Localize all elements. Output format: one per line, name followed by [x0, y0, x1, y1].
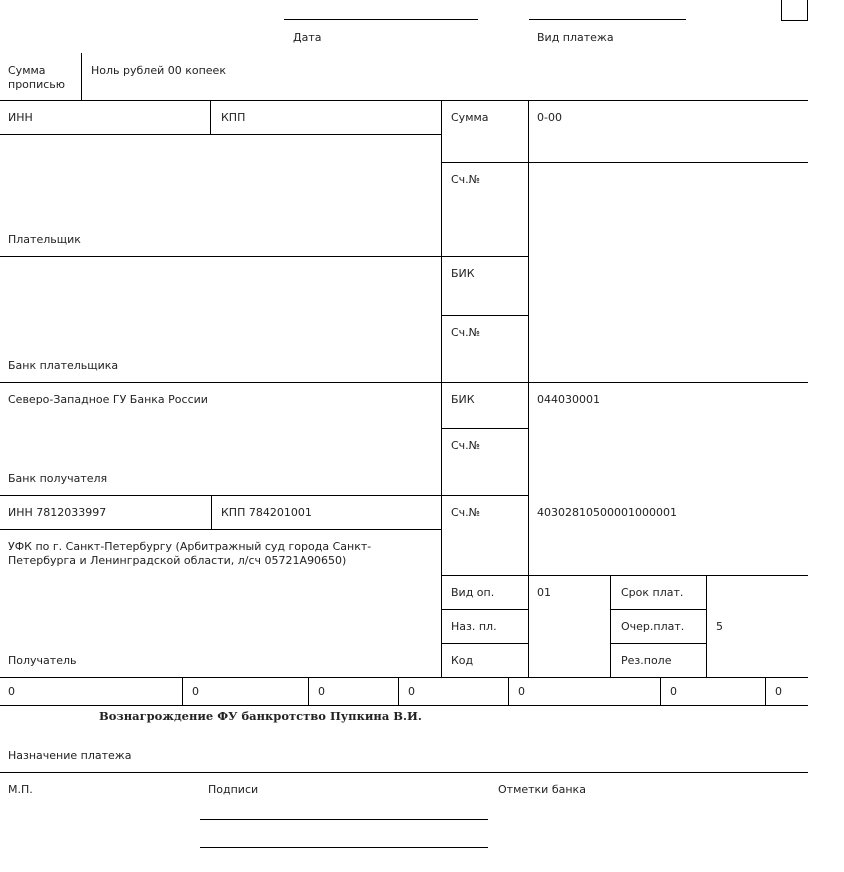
payer-bank-account-label: Сч.№	[451, 326, 481, 339]
grid-line	[0, 705, 808, 706]
purpose-code-label: Наз. пл.	[451, 620, 497, 633]
recipient-bank-bik-label: БИК	[451, 393, 475, 406]
grid-line	[610, 575, 611, 677]
grid-line	[0, 100, 808, 101]
grid-line	[0, 256, 528, 257]
grid-line	[182, 677, 183, 705]
grid-line	[660, 677, 661, 705]
grid-line	[0, 134, 441, 135]
op-type-label: Вид оп.	[451, 586, 495, 599]
grid-line	[528, 162, 529, 382]
grid-line	[441, 100, 442, 677]
grid-line	[441, 428, 528, 429]
payer-inn-label: ИНН	[8, 111, 33, 124]
recipient-bank-bik-value[interactable]: 044030001	[537, 393, 600, 406]
priority-label: Очер.плат.	[621, 620, 685, 633]
tax-field[interactable]: 0	[192, 685, 199, 698]
signature-line	[200, 819, 488, 820]
grid-line	[441, 575, 808, 576]
payment-purpose-label: Назначение платежа	[8, 749, 132, 762]
bank-marks-label: Отметки банка	[498, 783, 586, 796]
divider	[81, 53, 82, 100]
grid-line	[706, 575, 707, 677]
grid-line	[441, 609, 528, 610]
recipient-bank-label: Банк получателя	[8, 472, 108, 485]
recipient-name[interactable]: УФК по г. Санкт-Петербургу (Арбитражный суд города Санкт-Петербурга и Ленинградской области, л/сч 05721А90650)	[8, 540, 372, 567]
recipient-bank-name[interactable]: Северо-Западное ГУ Банка России	[8, 393, 208, 406]
form-code-box[interactable]	[781, 0, 808, 21]
amount-words-label: Сумма прописью	[8, 64, 66, 91]
op-type-value[interactable]: 01	[537, 586, 551, 599]
grid-line	[398, 677, 399, 705]
payment-purpose-text[interactable]: Вознагрождение ФУ банкротство Пупкина В.И.	[99, 709, 422, 723]
payer-kpp-label: КПП	[221, 111, 246, 124]
payer-account-label: Сч.№	[451, 173, 481, 186]
recipient-label: Получатель	[8, 654, 77, 667]
tax-field[interactable]: 0	[8, 685, 15, 698]
grid-line	[441, 315, 528, 316]
grid-line	[0, 529, 441, 530]
payer-bank-label: Банк плательщика	[8, 359, 119, 372]
tax-field[interactable]: 0	[518, 685, 525, 698]
payment-type-label: Вид платежа	[537, 31, 614, 44]
grid-line	[0, 382, 808, 383]
payment-type-line	[529, 19, 686, 20]
tax-field[interactable]: 0	[408, 685, 415, 698]
tax-field[interactable]: 0	[670, 685, 677, 698]
payment-term-label: Срок плат.	[621, 586, 684, 599]
grid-line	[0, 772, 808, 773]
priority-value[interactable]: 5	[716, 620, 723, 633]
reserve-field-label: Рез.поле	[621, 654, 672, 667]
recipient-account-label: Сч.№	[451, 506, 481, 519]
amount-words-value[interactable]: Ноль рублей 00 копеек	[91, 64, 226, 77]
grid-line	[211, 495, 212, 529]
grid-line	[0, 495, 528, 496]
date-line	[284, 19, 478, 20]
date-label: Дата	[293, 31, 322, 44]
grid-line	[441, 162, 808, 163]
grid-line	[210, 100, 211, 134]
grid-line	[0, 677, 808, 678]
tax-field[interactable]: 0	[318, 685, 325, 698]
grid-line	[610, 643, 706, 644]
payer-bank-bik-label: БИК	[451, 267, 475, 280]
code-label: Код	[451, 654, 474, 667]
grid-line	[610, 609, 706, 610]
grid-line	[441, 643, 528, 644]
recipient-kpp[interactable]: КПП 784201001	[221, 506, 312, 519]
tax-field[interactable]: 0	[775, 685, 782, 698]
signature-line	[200, 847, 488, 848]
grid-line	[528, 100, 529, 162]
grid-line	[508, 677, 509, 705]
stamp-label: М.П.	[8, 783, 33, 796]
grid-line	[528, 382, 529, 677]
grid-line	[308, 677, 309, 705]
recipient-inn[interactable]: ИНН 7812033997	[8, 506, 107, 519]
recipient-bank-account-label: Сч.№	[451, 439, 481, 452]
recipient-account-value[interactable]: 40302810500001000001	[537, 506, 677, 519]
sum-value[interactable]: 0-00	[537, 111, 562, 124]
sum-label: Сумма	[451, 111, 489, 124]
payer-label: Плательщик	[8, 233, 81, 246]
signatures-label: Подписи	[208, 783, 259, 796]
grid-line	[765, 677, 766, 705]
